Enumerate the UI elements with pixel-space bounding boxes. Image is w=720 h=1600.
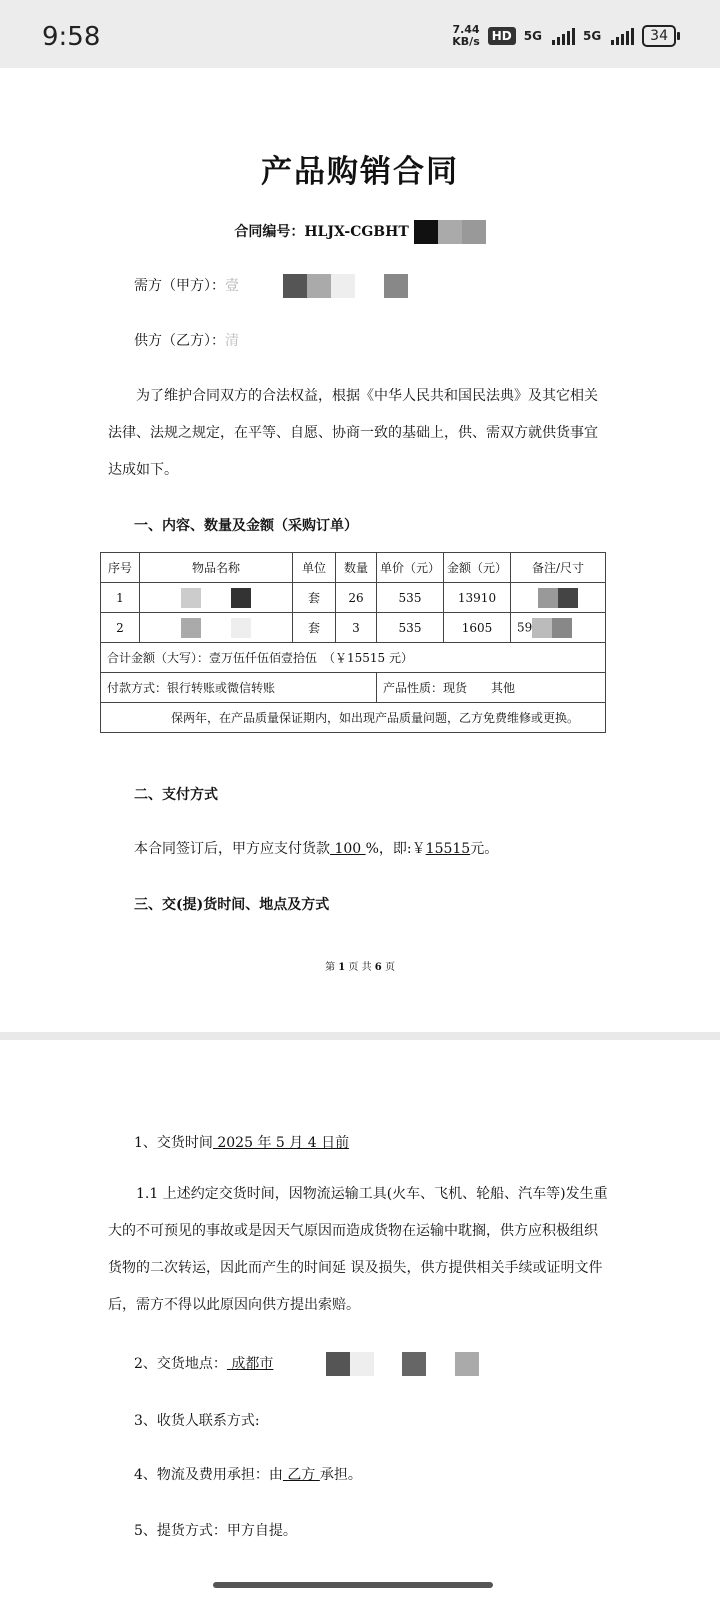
clause-1-1: 1.1 上述约定交货时间，因物流运输工具(火车、飞机、轮船、汽车等)发生重大的不可预见的事故或是因天气原因而造成货物在运输中耽搁，供方应积极组织货物的二次转运，因此而产生的时间延 误及损失，供方提供相关手续或证明文件后，需方不得以此原因向供方提出索赔。 xyxy=(108,1186,608,1313)
redacted-block xyxy=(283,274,307,298)
redacted-block xyxy=(326,1352,350,1376)
table-header-row: 序号 物品名称 单位 数量 单价（元） 金额（元） 备注/尺寸 xyxy=(101,553,606,583)
status-bar xyxy=(0,0,720,68)
payment-clause: 本合同签订后，甲方应支付货款 100 %，即:￥15515元。 xyxy=(134,841,499,857)
redacted-block xyxy=(350,1352,374,1376)
home-indicator[interactable] xyxy=(213,1582,493,1588)
redacted-block xyxy=(438,220,462,244)
redacted-cell xyxy=(140,613,293,643)
redacted-cell: 59 xyxy=(511,613,606,643)
table-total-row: 合计金额（大写）：壹万伍仟伍佰壹拾伍 （￥15515 元） xyxy=(101,643,606,673)
delivery-time: 1、交货时间 2025 年 5 月 4 日前 xyxy=(134,1135,350,1151)
network-type-2: 5G xyxy=(582,29,602,43)
contract-number: 合同编号：HLJX-CGBHT xyxy=(0,220,720,244)
table-row: 1 套 26 535 13910 xyxy=(101,583,606,613)
section-3-heading: 三、交(提)货时间、地点及方式 xyxy=(134,897,330,913)
redacted-block xyxy=(462,220,486,244)
network-type-1: 5G xyxy=(523,29,542,43)
buyer-line: 需方（甲方）：壹 xyxy=(134,274,408,298)
redacted-block xyxy=(402,1352,426,1376)
section-1-heading: 一、内容、数量及金额（采购订单） xyxy=(134,518,358,534)
redacted-block xyxy=(414,220,438,244)
signal-icon-2 xyxy=(611,27,634,45)
intro-paragraph: 为了维护合同双方的合法权益，根据《中华人民共和国民法典》及其它相关法律、法规之规定，在平等、自愿、协商一致的基础上，供、需双方就供货事宜达成如下。 xyxy=(108,388,598,478)
redacted-block xyxy=(384,274,408,298)
hd-icon: HD xyxy=(488,27,516,45)
section-2-heading: 二、支付方式 xyxy=(134,787,218,803)
signal-icon xyxy=(552,27,575,45)
contact-info: 3、收货人联系方式: xyxy=(134,1413,260,1429)
network-speed: 7.44 KB/s xyxy=(452,23,480,48)
document-page-1[interactable] xyxy=(0,68,720,1032)
redacted-block xyxy=(307,274,331,298)
order-table xyxy=(100,552,606,733)
table-payment-row: 付款方式：银行转账或微信转账 产品性质：现货 其他 xyxy=(101,673,606,703)
table-warranty-row: 保两年，在产品质量保证期内，如出现产品质量问题，乙方免费维修或更换。 xyxy=(101,703,606,733)
status-icons xyxy=(452,24,676,48)
page-footer: 第 1 页 共 6 页 xyxy=(325,962,395,973)
table-row: 2 套 3 535 1605 59 xyxy=(101,613,606,643)
pickup-method: 5、提货方式：甲方自提。 xyxy=(134,1523,297,1539)
redacted-cell xyxy=(511,583,606,613)
seller-line: 供方（乙方）：清 xyxy=(134,333,239,349)
battery-icon: 34 xyxy=(642,25,676,47)
delivery-place: 2、交货地点： 成都市 xyxy=(134,1352,479,1376)
redacted-cell xyxy=(140,583,293,613)
status-time: 9:58 xyxy=(42,22,101,52)
redacted-block xyxy=(331,274,355,298)
contract-title: 产品购销合同 xyxy=(261,154,459,190)
logistics-clause: 4、物流及费用承担：由 乙方 承担。 xyxy=(134,1467,362,1483)
document-page-2[interactable] xyxy=(0,1040,720,1600)
redacted-block xyxy=(455,1352,479,1376)
